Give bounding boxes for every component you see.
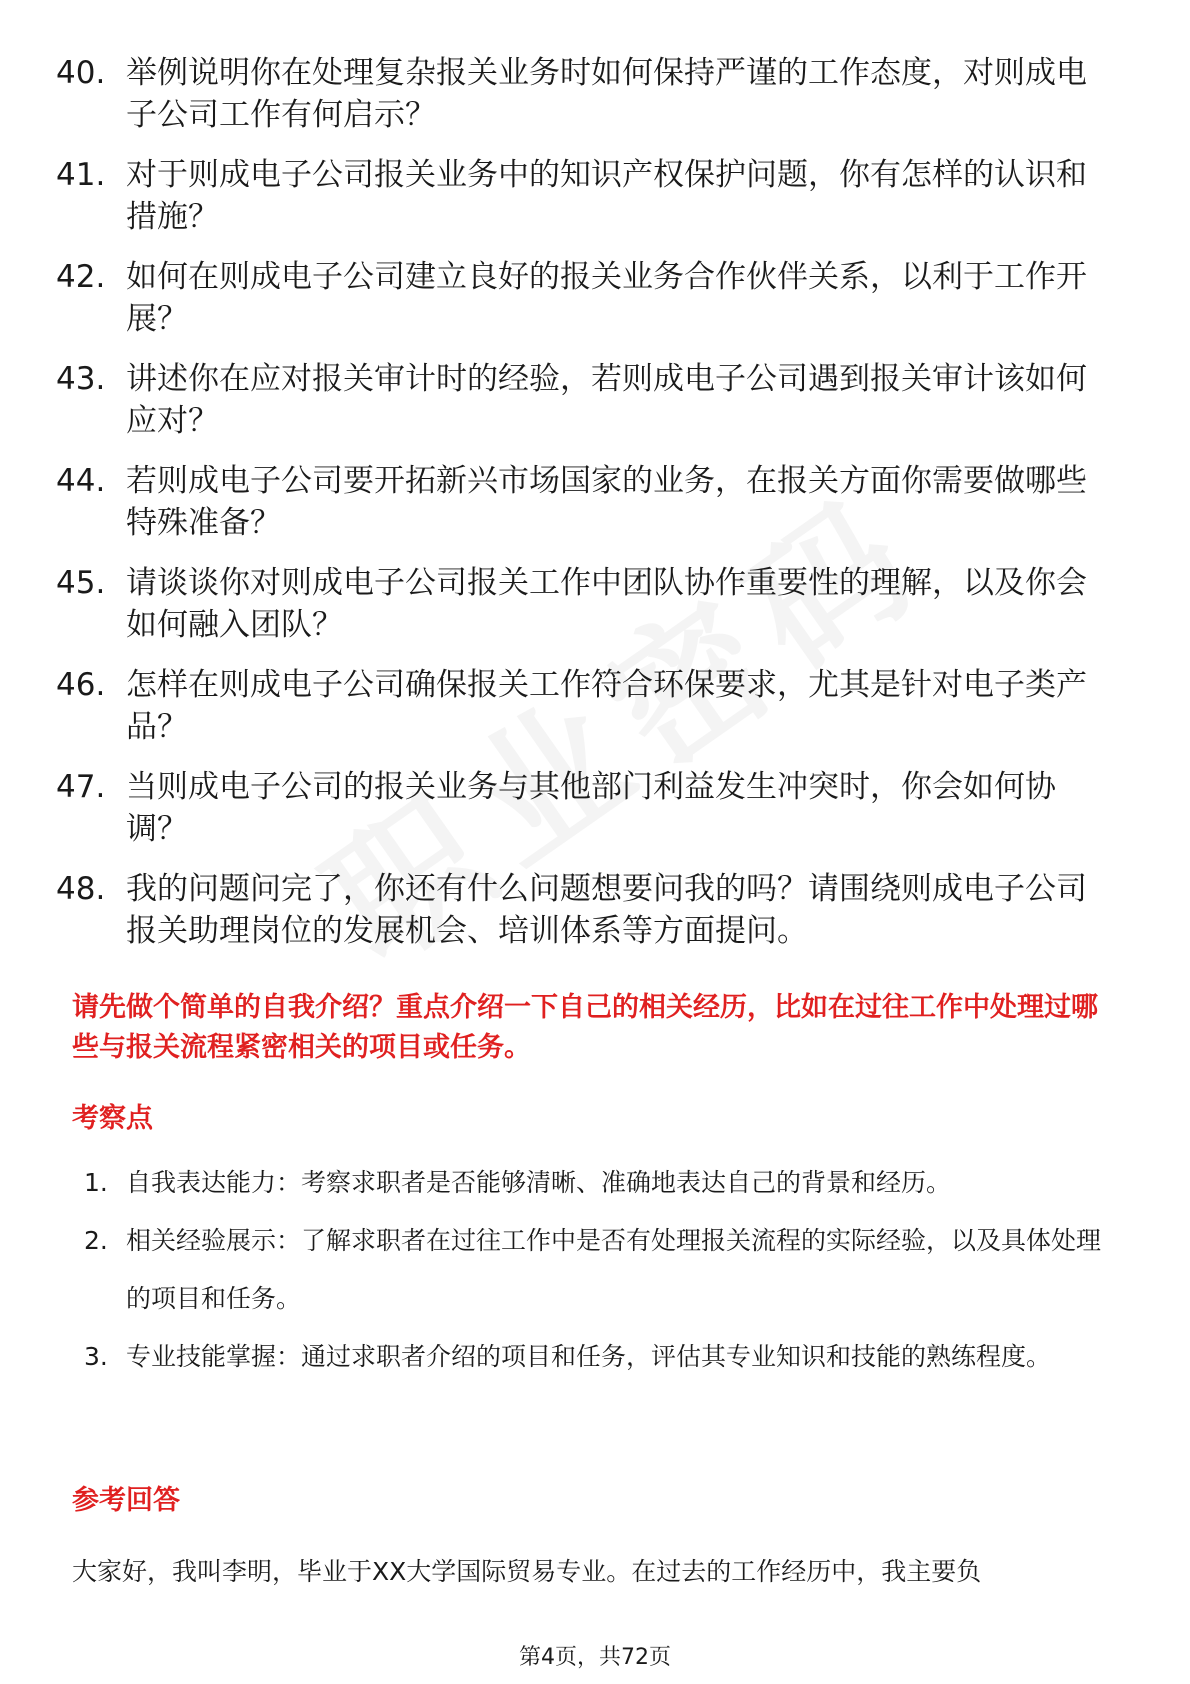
question-number: 40.: [56, 55, 106, 91]
question-number: 46.: [56, 667, 106, 703]
point-number: 1.: [84, 1168, 108, 1197]
question-number: 42.: [56, 259, 106, 295]
question-item: [56, 664, 1116, 748]
point-text: 自我表达能力：考察求职者是否能够清晰、准确地表达自己的背景和经历。: [126, 1168, 952, 1197]
assessment-title: 考察点: [72, 1103, 153, 1134]
assessment-point: [84, 1212, 1124, 1328]
point-number: 3.: [84, 1342, 108, 1371]
question-number: 43.: [56, 361, 106, 397]
question-item: [56, 868, 1116, 952]
question-text: 若则成电子公司要开拓新兴市场国家的业务，在报关方面你需要做哪些特殊准备？: [126, 463, 1087, 541]
question-text: 当则成电子公司的报关业务与其他部门利益发生冲突时，你会如何协调？: [126, 769, 1056, 847]
assessment-point: [84, 1154, 1124, 1212]
question-text: 怎样在则成电子公司确保报关工作符合环保要求，尤其是针对电子类产品？: [126, 667, 1087, 745]
question-item: [56, 52, 1116, 136]
assessment-point: [84, 1328, 1124, 1386]
question-number: 44.: [56, 463, 106, 499]
question-item: [56, 562, 1116, 646]
question-item: [56, 358, 1116, 442]
question-number: 48.: [56, 871, 106, 907]
question-number: 45.: [56, 565, 106, 601]
page-footer: 第4页，共72页: [519, 1645, 671, 1670]
question-item: [56, 154, 1116, 238]
question-text: 如何在则成电子公司建立良好的报关业务合作伙伴关系，以利于工作开展？: [126, 259, 1087, 337]
question-item: [56, 766, 1116, 850]
point-text: 专业技能掌握：通过求职者介绍的项目和任务，评估其专业知识和技能的熟练程度。: [126, 1342, 1052, 1371]
reference-answer: 大家好，我叫李明，毕业于XX大学国际贸易专业。在过去的工作经历中，我主要负: [72, 1557, 982, 1586]
question-number: 47.: [56, 769, 106, 805]
question-number: 41.: [56, 157, 106, 193]
question-list: [56, 52, 1116, 970]
featured-question: 请先做个简单的自我介绍？重点介绍一下自己的相关经历，比如在过往工作中处理过哪些与报关流程紧密相关的项目或任务。: [72, 992, 1098, 1063]
question-text: 讲述你在应对报关审计时的经验，若则成电子公司遇到报关审计该如何应对？: [126, 361, 1087, 439]
assessment-points: [84, 1154, 1124, 1386]
question-text: 我的问题问完了，你还有什么问题想要问我的吗？请围绕则成电子公司报关助理岗位的发展机会、培训体系等方面提问。: [126, 871, 1087, 949]
question-text: 请谈谈你对则成电子公司报关工作中团队协作重要性的理解，以及你会如何融入团队？: [126, 565, 1087, 643]
question-item: [56, 256, 1116, 340]
question-item: [56, 460, 1116, 544]
question-text: 对于则成电子公司报关业务中的知识产权保护问题，你有怎样的认识和措施？: [126, 157, 1087, 235]
reference-title: 参考回答: [72, 1485, 180, 1516]
point-number: 2.: [84, 1226, 108, 1255]
question-text: 举例说明你在处理复杂报关业务时如何保持严谨的工作态度，对则成电子公司工作有何启示？: [126, 55, 1087, 133]
point-text: 相关经验展示：了解求职者在过往工作中是否有处理报关流程的实际经验，以及具体处理的项目和任务。: [126, 1226, 1102, 1313]
